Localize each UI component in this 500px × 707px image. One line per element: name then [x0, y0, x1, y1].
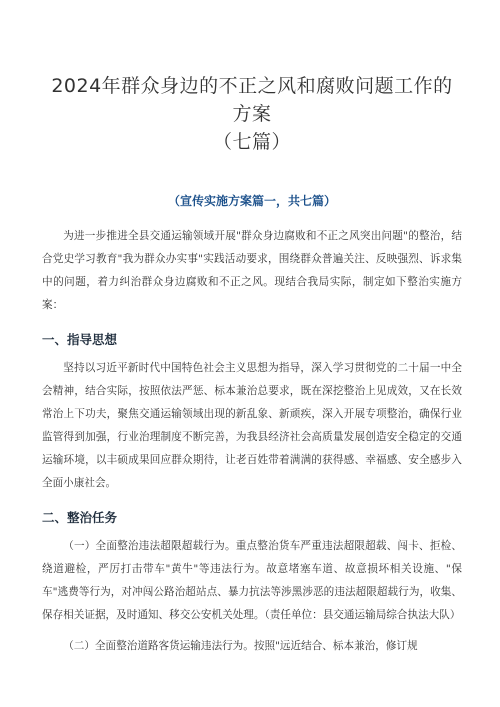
section-heading-rectification-tasks: 二、整治任务 — [42, 510, 118, 525]
document-title — [42, 72, 462, 156]
section-heading-guiding-ideology: 一、指导思想 — [42, 332, 118, 347]
document-title-line-1: 2024年群众身边的不正之风和腐败问题工作的方案 — [51, 75, 453, 125]
guiding-ideology-paragraph: 坚持以习近平新时代中国特色社会主义思想为指导，深入学习贯彻党的二十届一中全会精神，结合实际，按照依法严惩、标本兼治总要求，既在深挖整治上见成效，又在长效常治上下功夫，聚焦交通运输领域出现的新乱象、新顽疾，深入开展专项整治，确保行业监管得到加强，行业治理制度不断完善，为我县经济社会高质量发展创造安全稳定的交通运输环境，以丰硕成果回应群众期待，让老百姓带着满满的获得感、幸福感、安全感步入全面小康社会。 — [42, 362, 462, 489]
document-subtitle: （宣传实施方案篇一，共七篇） — [167, 194, 336, 208]
document-title-line-2: （七篇） — [212, 131, 291, 153]
task-paragraph-overload: （一）全面整治违法超限超载行为。重点整治货车严重违法超限超载、闯卡、拒检、绕道避检，严厉打击带车"黄牛"等违法行为。故意堵塞车道、故意损坏相关设施、"保车"逃费等行为，对冲闯公路治超站点、暴力抗法等涉黑涉恶的违法超限超载行为，收集、保存相关证据，及时通知、移交公安机关处理。（责任单位：县交通运输局综合执法大队） — [42, 540, 462, 621]
task-paragraph-transport: （二）全面整治道路客货运输违法行为。按照"远近结合、标本兼治，修订规 — [63, 640, 418, 652]
intro-paragraph: 为进一步推进全县交通运输领域开展"群众身边腐败和不正之风突出问题"的整治，结合党史学习教育"我为群众办实事"实践活动要求，围绕群众普遍关注、反映强烈、诉求集中的问题，着力纠治群众身边腐败和不正之风。现结合我局实际，制定如下整治实施方案： — [42, 230, 462, 311]
